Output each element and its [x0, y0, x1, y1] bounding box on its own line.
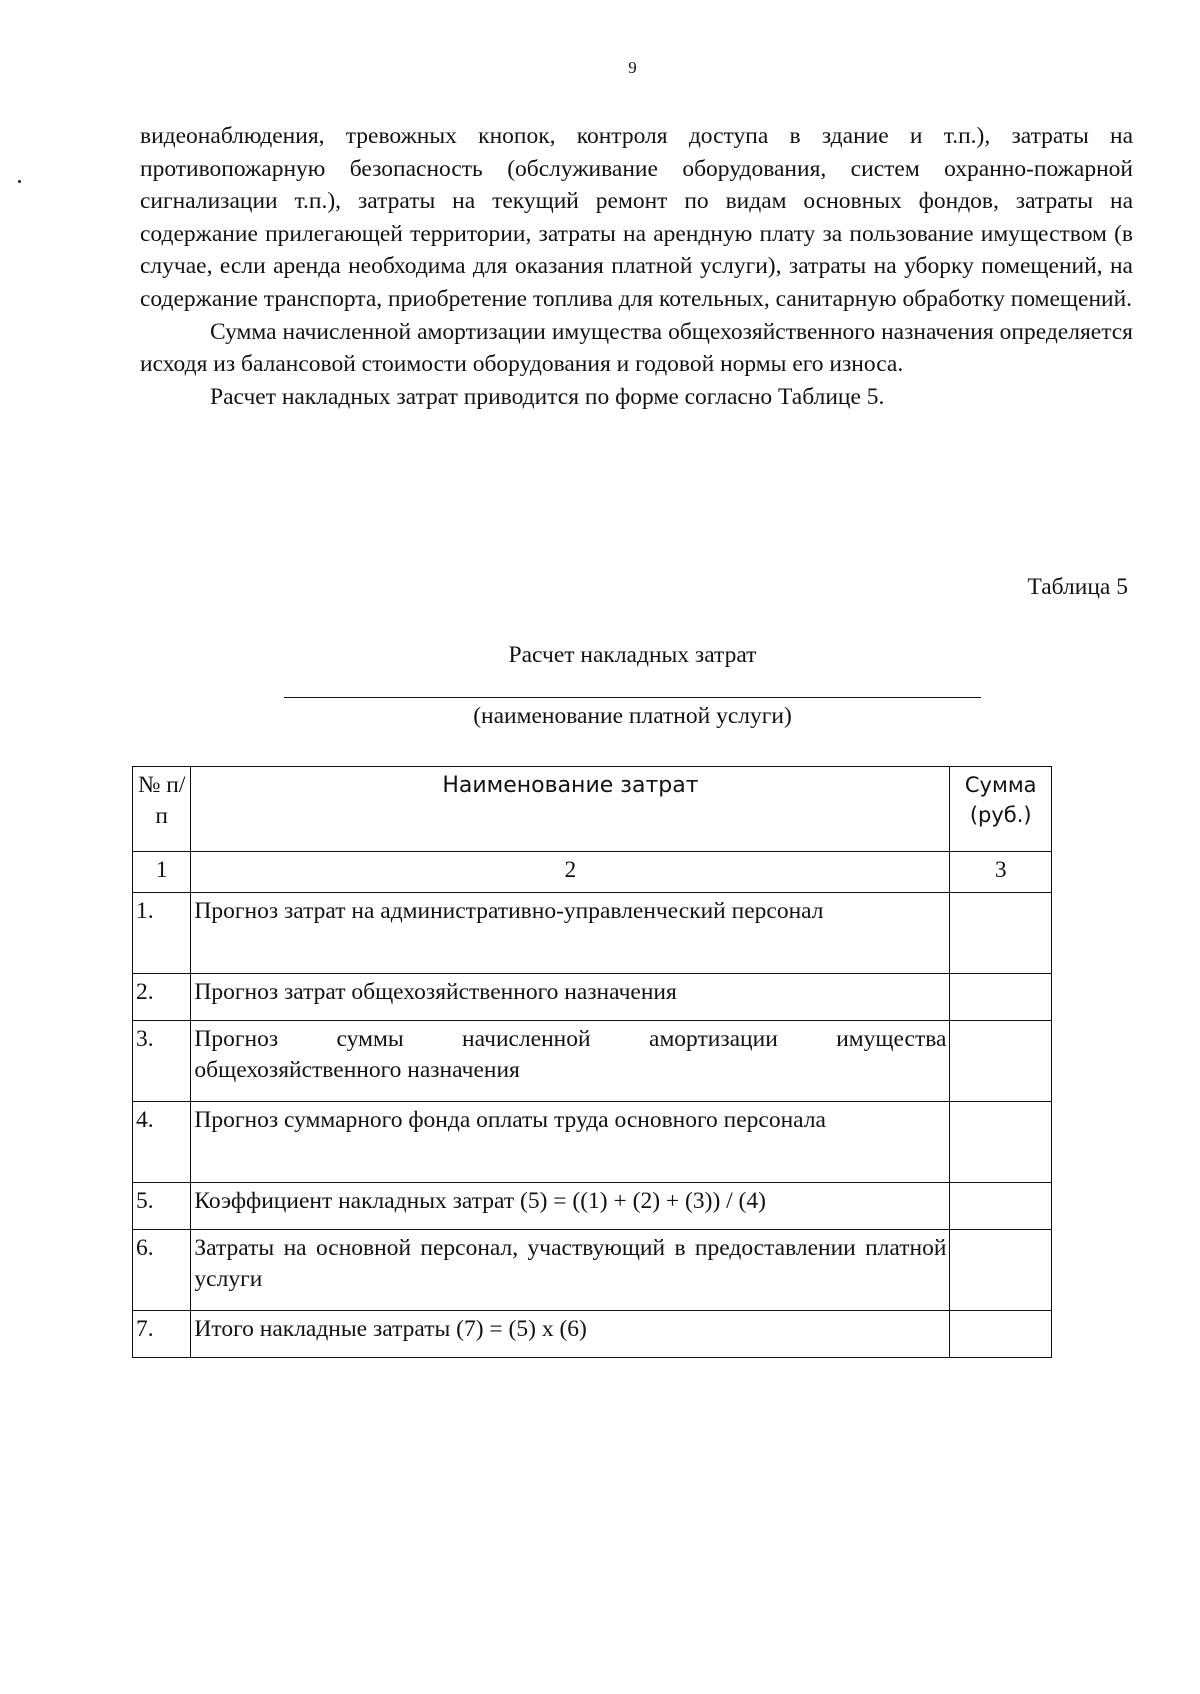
row-sum: [950, 1183, 1052, 1230]
row-name: Прогноз затрат общехозяйственного назначения: [191, 974, 950, 1021]
row-number: 2.: [133, 974, 191, 1021]
row-name: Прогноз затрат на административно-управленческий персонал: [191, 893, 950, 974]
row-number: 3.: [133, 1021, 191, 1102]
row-number: 4.: [133, 1102, 191, 1183]
index-cell: 1: [133, 852, 191, 893]
table-header-row: [133, 767, 1052, 852]
header-num: № п/п: [133, 767, 191, 852]
paragraph-amortization: Сумма начисленной амортизации имущества общехозяйственного назначения определяется исходя из балансовой стоимости оборудования и годовой нормы его износа.: [140, 318, 1133, 378]
index-cell: 2: [191, 852, 950, 893]
header-name: Наименование затрат: [191, 767, 950, 852]
row-name: Прогноз суммы начисленной амортизации имущества общехозяйственного назначения: [191, 1021, 950, 1102]
row-number: 7.: [133, 1311, 191, 1358]
table-label: Таблица 5: [1027, 574, 1128, 600]
row-sum: [950, 1311, 1052, 1358]
row-number: 5.: [133, 1183, 191, 1230]
overhead-costs-table: [132, 766, 1052, 1358]
row-sum: [950, 893, 1052, 974]
row-name: Затраты на основной персонал, участвующий в предоставлении платной услуги: [191, 1230, 950, 1311]
row-number: 1.: [133, 893, 191, 974]
body-text: [140, 120, 1133, 413]
row-name: Прогноз суммарного фонда оплаты труда основного персонала: [191, 1102, 950, 1183]
scan-speck: [18, 180, 21, 183]
header-sum: Сумма (руб.): [950, 767, 1052, 852]
table-row: [133, 893, 1052, 974]
row-sum: [950, 1021, 1052, 1102]
page-number: 9: [628, 58, 637, 77]
row-sum: [950, 974, 1052, 1021]
index-cell: 3: [950, 852, 1052, 893]
table-title: Расчет накладных затрат: [508, 642, 757, 668]
table-row: [133, 974, 1052, 1021]
paragraph-continuation: видеонаблюдения, тревожных кнопок, контроля доступа в здание и т.п.), затраты на противопожарную безопасность (обслуживание оборудования, систем охранно-пожарной сигнализации т.п.), затраты на текущий ремонт по видам основных фондов, затраты на содержание прилегающей территории, затраты на арендную плату за пользование имуществом (в случае, если аренда необходима для оказания платной услуги), затраты на уборку помещений, на содержание транспорта, приобретение топлива для котельных, санитарную обработку помещений.: [140, 123, 1133, 312]
table-index-row: [133, 852, 1052, 893]
paragraph-calculation: Расчет накладных затрат приводится по форме согласно Таблице 5.: [210, 383, 885, 410]
table-row: [133, 1183, 1052, 1230]
row-number: 6.: [133, 1230, 191, 1311]
row-sum: [950, 1102, 1052, 1183]
row-name: Итого накладные затраты (7) = (5) х (6): [191, 1311, 950, 1358]
service-name-blank-line: [284, 697, 981, 698]
table-row: [133, 1102, 1052, 1183]
service-name-caption: (наименование платной услуги): [473, 703, 792, 729]
table-row: [133, 1021, 1052, 1102]
row-name: Коэффициент накладных затрат (5) = ((1) + (2) + (3)) / (4): [191, 1183, 950, 1230]
table-row: [133, 1230, 1052, 1311]
table-row: [133, 1311, 1052, 1358]
row-sum: [950, 1230, 1052, 1311]
